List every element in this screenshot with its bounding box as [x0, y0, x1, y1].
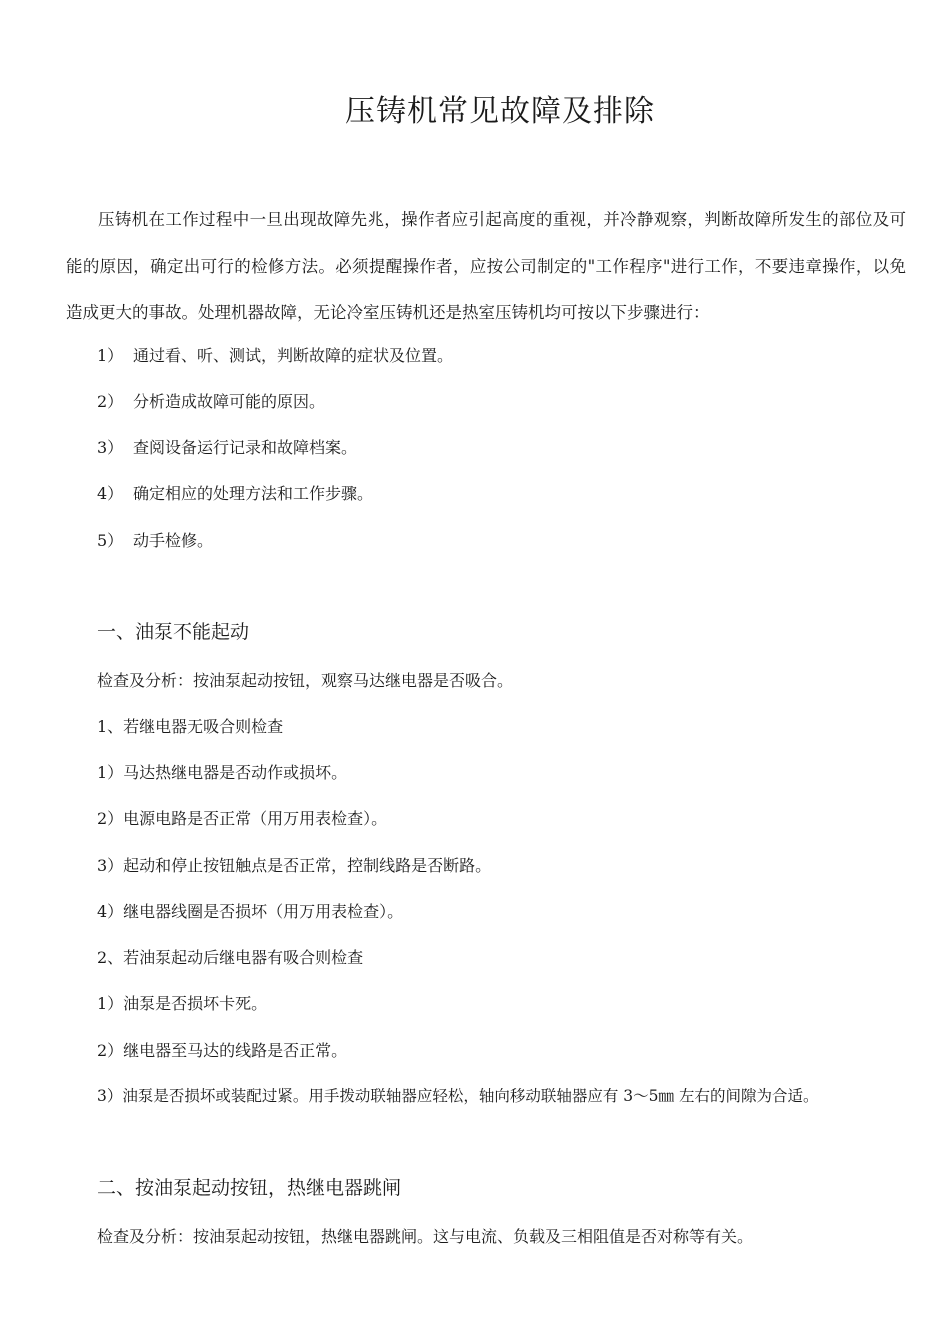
step-text: 查阅设备运行记录和故障档案。	[133, 438, 358, 457]
section-line: 2、若油泵起动后继电器有吸合则检查	[97, 948, 364, 967]
section-line: 4）继电器线圈是否损坏（用万用表检查）。	[97, 902, 404, 921]
step-item	[97, 343, 453, 366]
section-line: 1、若继电器无吸合则检查	[97, 717, 284, 736]
section-heading: 一、油泵不能起动	[97, 621, 250, 643]
section-line: 1）马达热继电器是否动作或损坏。	[97, 763, 348, 782]
section-line: 3）油泵是否损坏或装配过紧。用手拨动联轴器应轻松，轴向移动联轴器应有 3～5㎜ 左右的间隙为合适。	[97, 1087, 819, 1105]
step-number: 1）	[97, 346, 124, 365]
step-item	[97, 435, 357, 458]
step-item	[97, 389, 325, 412]
step-text: 分析造成故障可能的原因。	[133, 392, 326, 411]
step-number: 2）	[97, 392, 124, 411]
step-text: 动手检修。	[133, 531, 214, 550]
section-line: 2）继电器至马达的线路是否正常。	[97, 1041, 348, 1060]
step-text: 通过看、听、测试，判断故障的症状及位置。	[133, 346, 454, 365]
section-line: 3）起动和停止按钮触点是否正常，控制线路是否断路。	[97, 856, 492, 875]
section-line: 检查及分析：按油泵起动按钮，热继电器跳闸。这与电流、负载及三相阻值是否对称等有关。	[97, 1227, 754, 1246]
section-line: 2）电源电路是否正常（用万用表检查）。	[97, 809, 388, 828]
step-number: 5）	[97, 531, 124, 550]
step-text: 确定相应的处理方法和工作步骤。	[133, 484, 374, 503]
intro-paragraph: 压铸机在工作过程中一旦出现故障先兆，操作者应引起高度的重视，并冷静观察，判断故障所发生的部位及可能的原因，确定出可行的检修方法。必须提醒操作者，应按公司制定的"工作程序"进行工作，不要违章操作，以免造成更大的事故。处理机器故障，无论冷室压铸机还是热室压铸机均可按以下步骤进行：	[66, 210, 906, 322]
step-item	[97, 481, 373, 504]
section-line: 检查及分析：按油泵起动按钮，观察马达继电器是否吸合。	[97, 671, 514, 690]
step-number: 4）	[97, 484, 124, 503]
document-title: 压铸机常见故障及排除	[345, 94, 655, 129]
section-line: 1）油泵是否损坏卡死。	[97, 994, 268, 1013]
step-number: 3）	[97, 438, 124, 457]
step-item	[97, 528, 213, 551]
section-heading: 二、按油泵起动按钮，热继电器跳闸	[97, 1177, 402, 1199]
